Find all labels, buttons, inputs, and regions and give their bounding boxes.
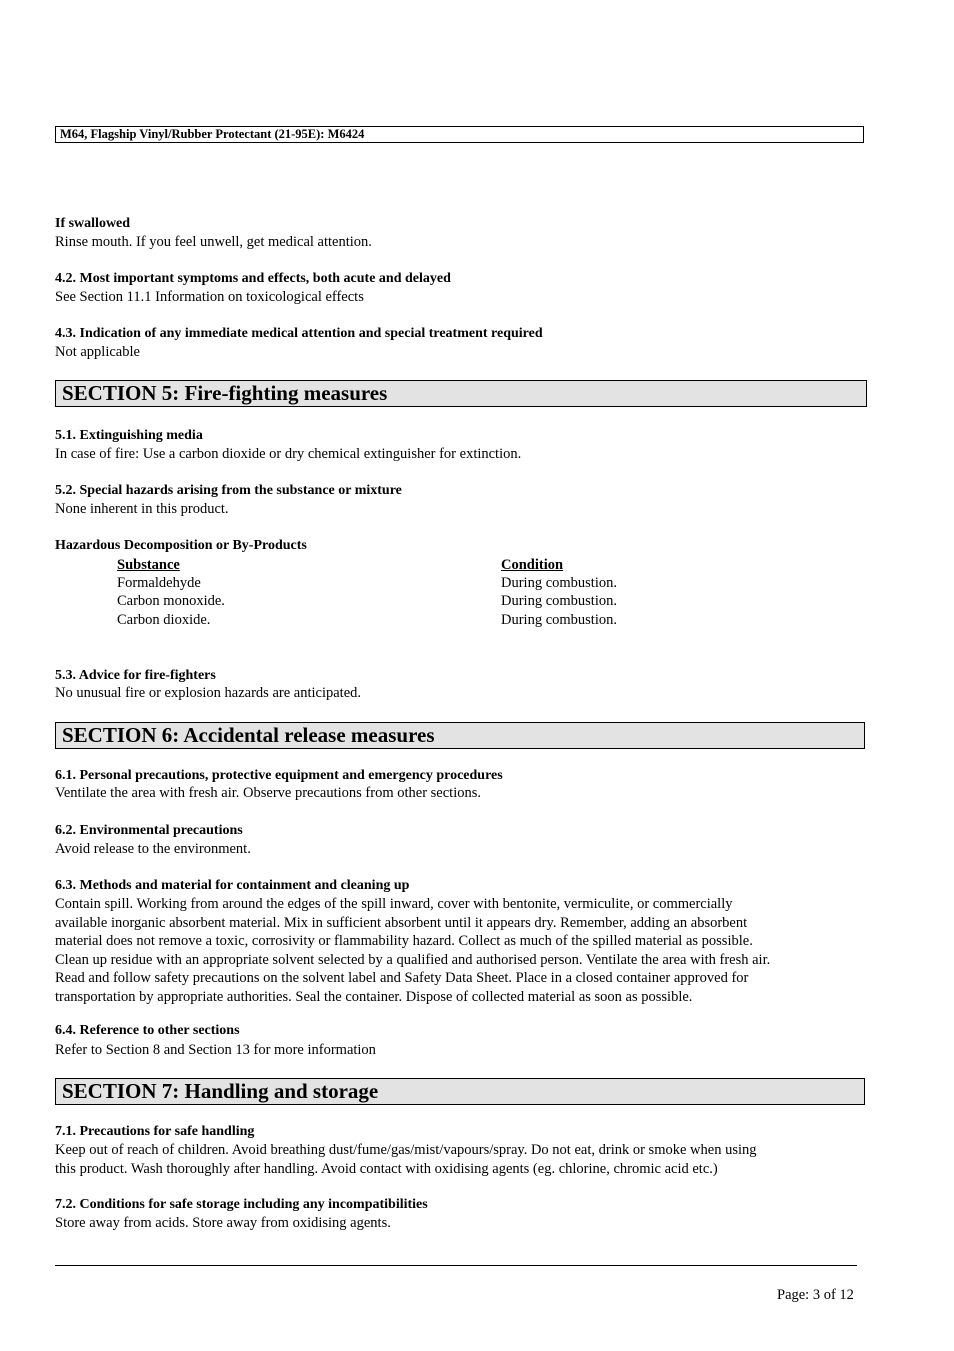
heading-7-1: 7.1. Precautions for safe handling: [55, 1124, 255, 1139]
text-6-4: Refer to Section 8 and Section 13 for more information: [55, 1042, 376, 1058]
condition-cell: During combustion.: [501, 593, 617, 609]
heading-6-2: 6.2. Environmental precautions: [55, 823, 243, 838]
heading-6-3: 6.3. Methods and material for containment and cleaning up: [55, 878, 410, 893]
heading-5-2: 5.2. Special hazards arising from the substance or mixture: [55, 483, 402, 498]
column-header-condition: Condition: [501, 557, 564, 573]
text-5-1: In case of fire: Use a carbon dioxide or dry chemical extinguisher for extinction.: [55, 446, 522, 462]
section-7-title: SECTION 7: Handling and storage: [55, 1078, 865, 1105]
text-5-2: None inherent in this product.: [55, 501, 229, 517]
paragraph-line: this product. Wash thoroughly after handling. Avoid contact with oxidising agents (eg. chlorine, chromic acid etc.): [55, 1160, 718, 1177]
paragraph-line: Keep out of reach of children. Avoid breathing dust/fume/gas/mist/vapours/spray. Do not eat, drink or smoke when using: [55, 1142, 757, 1158]
heading-6-1: 6.1. Personal precautions, protective equipment and emergency procedures: [55, 768, 503, 783]
document-header: M64, Flagship Vinyl/Rubber Protectant (21-95E): M6424: [55, 126, 864, 143]
paragraph-line: Read and follow safety precautions on the solvent label and Safety Data Sheet. Place in a closed container approved for: [55, 970, 749, 986]
heading-5-1: 5.1. Extinguishing media: [55, 428, 203, 443]
text-5-3: No unusual fire or explosion hazards are anticipated.: [55, 685, 362, 701]
paragraph-line: Contain spill. Working from around the edges of the spill inward, cover with bentonite, vermiculite, or commercially: [55, 896, 733, 912]
text-7-2: Store away from acids. Store away from oxidising agents.: [55, 1215, 391, 1231]
paragraph-line: Clean up residue with an appropriate solvent selected by a qualified and authorised person. Ventilate the area with fresh air.: [55, 951, 771, 968]
text-6-3: [55, 895, 770, 1006]
text-6-2: Avoid release to the environment.: [55, 841, 251, 857]
substance-cell: Carbon monoxide.: [117, 593, 225, 609]
paragraph-line: transportation by appropriate authorities. Seal the container. Dispose of collected material as soon as possible.: [55, 988, 693, 1005]
heading-4-3: 4.3. Indication of any immediate medical attention and special treatment required: [55, 326, 543, 341]
heading-7-2: 7.2. Conditions for safe storage including any incompatibilities: [55, 1197, 428, 1212]
section-5-title: SECTION 5: Fire-fighting measures: [55, 380, 867, 407]
paragraph-line: material does not remove a toxic, corrosivity or flammability hazard. Collect as much of the spilled material as possible.: [55, 933, 753, 949]
substance-cell: Formaldehyde: [117, 575, 201, 591]
condition-cell: During combustion.: [501, 575, 617, 591]
text-4-2: See Section 11.1 Information on toxicological effects: [55, 289, 364, 305]
section-6-title: SECTION 6: Accidental release measures: [55, 722, 865, 749]
paragraph-line: available inorganic absorbent material. Mix in sufficient absorbent until it appears dry. Remember, adding an absorbent: [55, 914, 748, 931]
column-header-substance: Substance: [117, 557, 180, 573]
text-4-3: Not applicable: [55, 344, 140, 360]
if-swallowed-text: Rinse mouth. If you feel unwell, get medical attention.: [55, 234, 372, 250]
heading-5-3: 5.3. Advice for fire-fighters: [55, 668, 216, 683]
heading-4-2: 4.2. Most important symptoms and effects, both acute and delayed: [55, 271, 451, 286]
substance-cell: Carbon dioxide.: [117, 612, 211, 628]
hazardous-decomposition-heading: Hazardous Decomposition or By-Products: [55, 538, 307, 553]
page-number: Page: 3 of 12: [777, 1287, 854, 1303]
condition-cell: During combustion.: [501, 612, 617, 628]
footer-divider: [55, 1265, 857, 1266]
text-7-1: [55, 1141, 757, 1178]
heading-6-4: 6.4. Reference to other sections: [55, 1023, 240, 1038]
text-6-1: Ventilate the area with fresh air. Observe precautions from other sections.: [55, 785, 481, 801]
if-swallowed-heading: If swallowed: [55, 216, 131, 231]
